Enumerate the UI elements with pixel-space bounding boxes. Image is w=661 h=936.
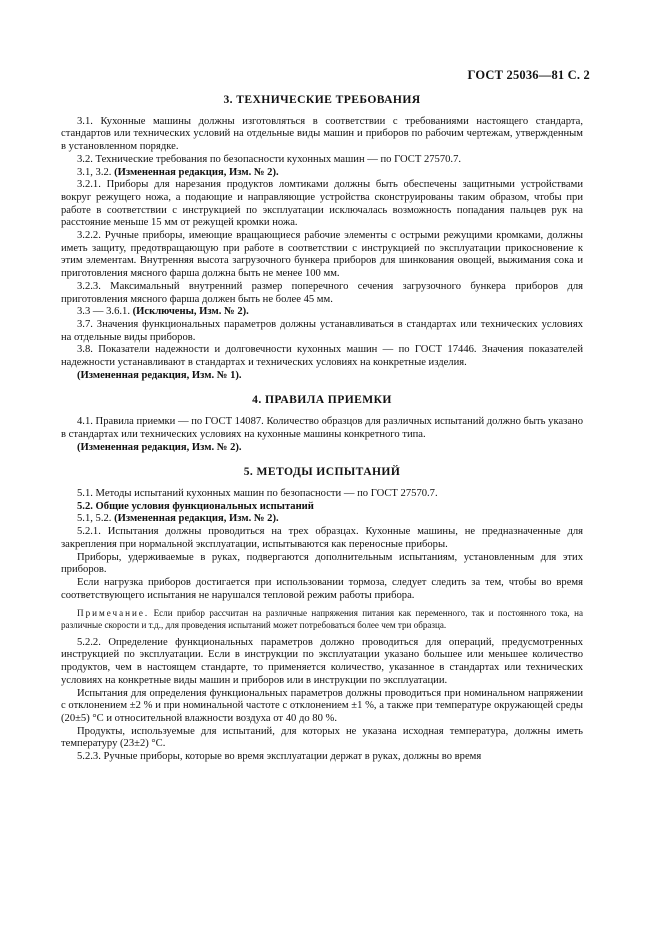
paragraph-5-2-1-b: Приборы, удерживаемые в руках, подвергаются дополнительным испытаниям, установленным для этих приборов. <box>61 551 583 576</box>
paragraph-5-2-2: 5.2.2. Определение функциональных параметров должно проводиться для операций, предусмотренных инструкцией по эксплуатации. Если в инструкции по эксплуатации указано большее или меньшее количество продуктов, чем в настоящем стандарте, то применяется количество, указанное в стандартах или технических условиях на конкретные виды машин и приборов или в инструкции по эксплуатации. <box>61 636 583 686</box>
paragraph-3-2: 3.2. Технические требования по безопасности кухонных машин — по ГОСТ 27570.7. <box>77 153 462 165</box>
section-3-heading: 3. ТЕХНИЧЕСКИЕ ТРЕБОВАНИЯ <box>223 93 421 106</box>
paragraph-3-7: 3.7. Значения функциональных параметров должны устанавливаться в стандартах или технических условиях на отдельные виды приборов. <box>61 318 583 343</box>
amendment-ref: 3.1, 3.2. <box>77 166 115 178</box>
paragraph-3-1: 3.1. Кухонные машины должны изготовляться в соответствии с требованиями настоящего стандарта, стандартов или технических условий на отдельные виды машин и приборов по рабочим чертежам, утвержденным в установленном порядке. <box>61 115 583 153</box>
running-header: ГОСТ 25036—81 С. 2 <box>467 68 590 82</box>
paragraph-3-2-2: 3.2.2. Ручные приборы, имеющие вращающиеся рабочие элементы с острыми режущими кромками, должны иметь защиту, предотвращающую при работе в соответствии с инструкцией по эксплуатации прикосновение к этим элементам. Внутренняя высота загрузочного бункера приборов для шинкования овощей, выжимания сока и приготовления мясного фарша должна быть не менее 100 мм. <box>61 230 583 280</box>
page-content <box>61 94 583 764</box>
excluded-ref: 3.3 — 3.6.1. <box>77 306 133 318</box>
subheading-5-2: 5.2. Общие условия функциональных испытаний <box>77 500 314 512</box>
excluded-note <box>61 306 583 319</box>
paragraph-5-2-1-c: Если нагрузка приборов достигается при использовании тормоза, следует следить за тем, чтобы во время соответствующего испытания не нарушался тепловой режим работы прибора. <box>61 576 583 601</box>
note-text: Если прибор рассчитан на различные напряжения питания как переменного, так и постоянного тока, на различные скорости и т.д., для проведения испытаний может потребоваться более чем три образца. <box>61 608 583 630</box>
paragraph-4-1: 4.1. Правила приемки — по ГОСТ 14087. Количество образцов для различных испытаний должно быть указано в стандартах или технических условиях на кухонные машины конкретного типа. <box>61 416 584 440</box>
amendment-ref-5: 5.1, 5.2. <box>77 513 115 525</box>
amendment-bold: (Измененная редакция, Изм. № 2). <box>114 166 279 178</box>
paragraph-5-2-3: 5.2.3. Ручные приборы, которые во время эксплуатации держат в руках, должны во время <box>77 751 482 763</box>
section-5-heading: 5. МЕТОДЫ ИСПЫТАНИЙ <box>243 465 401 479</box>
section-4-heading: 4. ПРАВИЛА ПРИЕМКИ <box>252 393 392 407</box>
amendment-note-3-8: (Измененная редакция, Изм. № 1). <box>77 369 242 381</box>
amendment-note-3 <box>61 167 583 180</box>
paragraph-5-1: 5.1. Методы испытаний кухонных машин по безопасности — по ГОСТ 27570.7. <box>77 487 438 499</box>
paragraph-5-2-1: 5.2.1. Испытания должны проводиться на трех образцах. Кухонные машины, не предназначенные для закрепления при нормальной эксплуатации, испытываются как переносные приборы. <box>61 526 583 550</box>
amendment-note-4: (Измененная редакция, Изм. № 2). <box>77 441 242 453</box>
amendment-note-5 <box>61 513 583 526</box>
paragraph-5-2-2-b: Испытания для определения функциональных параметров должны проводиться при номинальном напряжении с отклонением ±2 % и при номинальной частоте с отклонением ±1 %, а также при температуре окружающей среды (20±5) °С и относительной влажности воздуха от 40 до 80 %. <box>61 687 583 724</box>
amendment-bold-5: (Измененная редакция, Изм. № 2). <box>114 513 279 525</box>
note-label: Примечание. <box>77 608 150 619</box>
paragraph-5-2-2-c: Продукты, используемые для испытаний, для которых не указана исходная температура, должны иметь температуру (23±2) °С. <box>61 725 583 750</box>
excluded-bold: (Исключены, Изм. № 2). <box>132 306 249 318</box>
paragraph-3-2-3: 3.2.3. Максимальный внутренний размер поперечного сечения загрузочного бункера приборов для приготовления мясного фарша должен быть не более 45 мм. <box>61 280 583 305</box>
paragraph-3-2-1: 3.2.1. Приборы для нарезания продуктов ломтиками должны быть обеспечены защитными устройствами вокруг режущего ножа, а подающие и направляющие устройства сконструированы таким образом, чтобы при работе в соответствии с инструкцией по эксплуатации исключалась возможность попадания пальцев рук на расстояние меньше 15 мм от режущей кромки ножа. <box>61 179 583 229</box>
note <box>61 608 583 630</box>
paragraph-3-8: 3.8. Показатели надежности и долговечности кухонных машин — по ГОСТ 17446. Значения показателей надежности устанавливают в стандартах и технических условиях на конкретные изделия. <box>61 344 583 369</box>
